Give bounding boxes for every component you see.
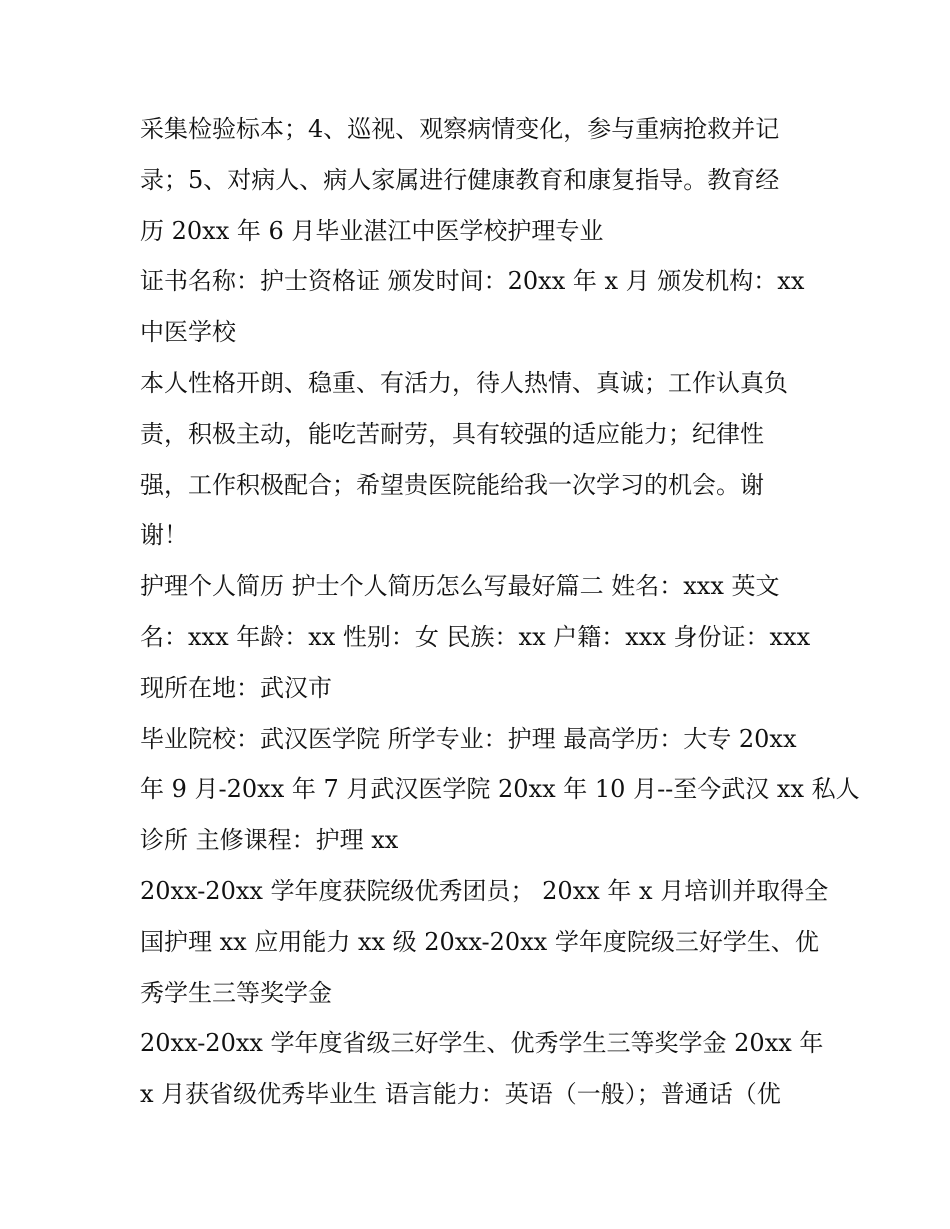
document-body [140, 104, 860, 1120]
text-line: 名：xxx 年龄：xx 性别：女 民族：xx 户籍：xxx 身份证：xxx [140, 622, 811, 651]
text-line: 秀学生三等奖学金 [140, 978, 332, 1007]
text-line: 毕业院校：武汉医学院 所学专业：护理 最高学历：大专 20xx [140, 724, 797, 753]
text-line: 历 20xx 年 6 月毕业湛江中医学校护理专业 [140, 216, 604, 245]
text-line: 年 9 月-20xx 年 7 月武汉医学院 20xx 年 10 月--至今武汉 xx 私人 [140, 775, 860, 804]
text-line: 20xx-20xx 学年度获院级优秀团员； 20xx 年 x 月培训并取得全 [140, 876, 829, 905]
text-line: x 月获省级优秀毕业生 语言能力：英语（一般）；普通话（优 [140, 1080, 781, 1109]
text-line: 现所在地：武汉市 [140, 673, 332, 702]
text-line: 谢！ [140, 521, 188, 550]
text-line: 国护理 xx 应用能力 xx 级 20xx-20xx 学年度院级三好学生、优 [140, 927, 819, 956]
text-line: 护理个人简历 护士个人简历怎么写最好篇二 姓名：xxx 英文 [140, 572, 780, 601]
text-line: 中医学校 [140, 318, 236, 347]
text-line: 强，工作积极配合；希望贵医院能给我一次学习的机会。谢 [140, 470, 764, 499]
text-line: 本人性格开朗、稳重、有活力，待人热情、真诚；工作认真负 [140, 368, 788, 397]
text-line: 证书名称：护士资格证 颁发时间：20xx 年 x 月 颁发机构：xx [140, 267, 805, 296]
text-line: 采集检验标本；4、巡视、观察病情变化，参与重病抢救并记 [140, 115, 780, 143]
text-line: 录；5、对病人、病人家属进行健康教育和康复指导。教育经 [140, 165, 780, 194]
text-line: 责，积极主动，能吃苦耐劳，具有较强的适应能力；纪律性 [140, 419, 764, 448]
text-line: 诊所 主修课程：护理 xx [140, 826, 399, 855]
text-line: 20xx-20xx 学年度省级三好学生、优秀学生三等奖学金 20xx 年 [140, 1029, 824, 1058]
